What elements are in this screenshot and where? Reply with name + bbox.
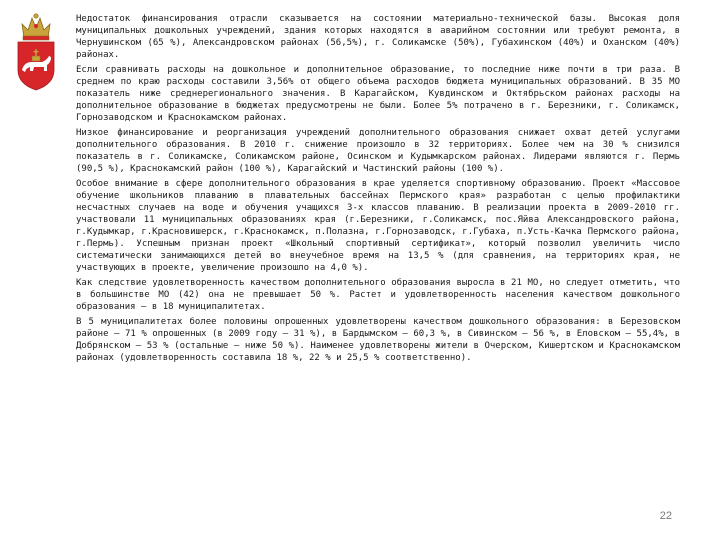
paragraph-infrastructure: Недостаток финансирования отрасли сказывается на состоянии материально-технической базы. Высокая доля муниципальных дошкольных учреждений, здания которых находятся в аварийном состоянии или требуют ремонта, в Чернушинском (65 %), Александровском районах (56,5%), г. Соликамске (50%), Губахинском (40%) и Оханском (40%) районах. <box>76 14 680 60</box>
paragraph-coverage: Низкое финансирование и реорганизация учреждений дополнительного образования снижает охват детей услугами дополнительного образования. В 2010 г. снижение произошло в 32 территориях. Более чем на 30 % снизился показатель в г. Соликамске, Соликамском районе, Осинском и Кудымкарском районах. Лидерами являются г. Пермь (90,5 %), Краснокамский район (100 %), Карагайский и Частинский районы (100 %). <box>76 128 680 174</box>
paragraph-expenditures: Если сравнивать расходы на дошкольное и дополнительное образование, то последние ниже почти в три раза. В среднем по краю расходы составили 3,56% от общего объема расходов бюджета муниципальных образований. В 35 МО показатель ниже среднерегионального значения. В Карагайском, Кувдинском и Октябрьском районах расходы на дополнительное образование в бюджетах предусмотрены не были. Более 5% потрачено в г. Березники, г. Соликамск, Горнозаводском и Краснокамском районах. <box>76 65 680 123</box>
document-body <box>76 13 680 367</box>
paragraph-satisfaction: Как следствие удовлетворенность качеством дополнительного образования выросла в 21 МО, но следует отметить, что в большинстве МО (42) она не превышает 50 %. Растет и удовлетворенность населения качеством дошкольного образования – в 18 муниципалитетах. <box>76 278 680 312</box>
crown-icon <box>22 14 50 40</box>
paragraph-sports-education: Особое внимание в сфере дополнительного образования в крае уделяется спортивному образованию. Проект «Массовое обучение школьников плаванию в плавательных бассейнах Пермского края» разработан с целью профилактики несчастных случаев на воде и обучения учащихся 3-х классов плаванию. В реализации проекта в 2009-2010 гг. участвовали 11 муниципальных образованиях края (г.Березники, г.Соликамск, пос.Яйва Александровского района, г.Кудымкар, г.Красновишерск, г.Краснокамск, п.Полазна, г.Горнозаводск, г.Губаха, п.Усть-Качка Пермского района, г.Пермь). Успешным признан проект «Школьный спортивный сертификат», который позволил увеличить число систематически занимающихся детей во внеучебное время на 13,5 % (для сравнения, на территориях края, не участвующих в проекте, увеличение произошло на 4,0 %). <box>76 179 680 273</box>
paragraph-preschool-satisfaction: В 5 муниципалитетах более половины опрошенных удовлетворены качеством дошкольного образования: в Березовском районе – 71 % опрошенных (в 2009 году – 31 %), в Бардымском – 60,3 %, в Сивинском – 56 %, в Еловском – 55,4%, в Добрянском – 53 % (остальные – ниже 50 %). Наименее удовлетворены жители в Очерском, Кишертском и Краснокамском районах (удовлетворенность составила 18 %, 22 % и 25,5 % соответственно). <box>76 317 680 363</box>
perm-krai-coat-of-arms-icon <box>14 8 58 92</box>
page-number: 22 <box>659 510 672 522</box>
